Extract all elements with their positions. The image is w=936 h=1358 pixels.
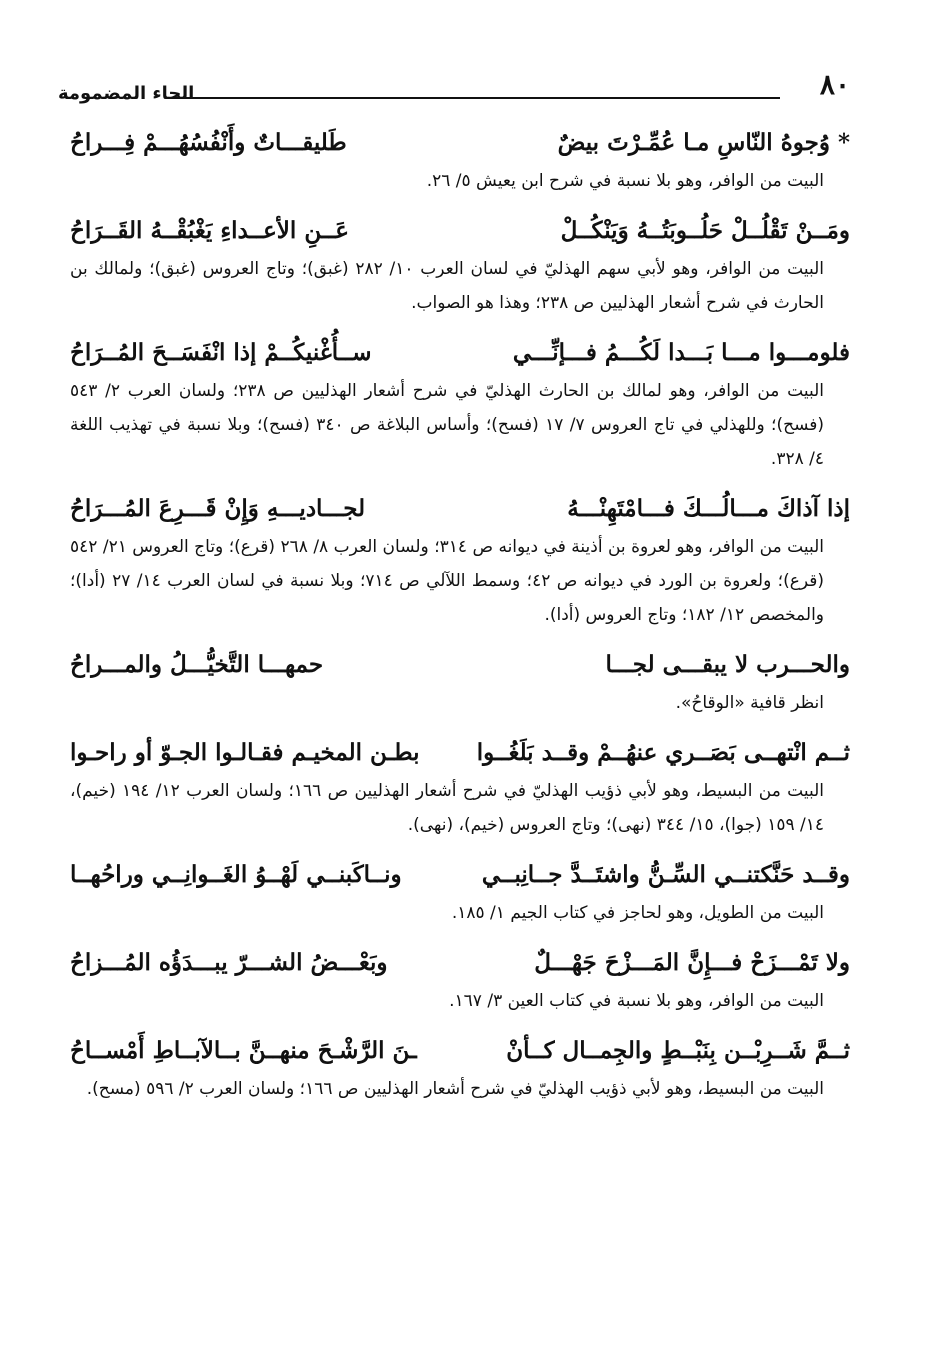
- verse-note: البيت من البسيط، وهو لأبي ذؤيب الهذليّ في شرح أشعار الهذليين ص ١٦٦؛ ولسان العرب ٢/ ٥٩٦ (مسح).: [86, 1079, 824, 1099]
- poem-entry: [70, 210, 850, 320]
- verse-line: [70, 122, 850, 164]
- verse-first-hemistich: إذا آذاكَ مـــالُـــكَ فـــامْتَهِنْـــهُ: [567, 495, 850, 522]
- verse-second-hemistich: حمهـــا التَّخيُّـــلُ والمـــراحُ: [70, 651, 324, 678]
- verse-first-hemistich: ومَــنْ تَقْلُــلْ حَلُــوبَتُــهُ وَيَنْكُــلْ: [560, 217, 850, 244]
- verse-note: البيت من البسيط، وهو لأبي ذؤيب الهذليّ في شرح أشعار الهذليين ص ١٦٦؛ ولسان العرب ١٢/ ١٩٤ (خيم)، ١٤/ ١٥٩ (جوا)، ١٥/ ٣٤٤ (نهى)؛ وتاج العروس (خيم)، (نهى).: [70, 781, 824, 835]
- header-rule: [170, 97, 780, 99]
- poem-entry: [70, 488, 850, 632]
- verse-note: البيت من الوافر، وهو بلا نسبة في شرح ابن يعيش ٥/ ٢٦.: [426, 171, 824, 191]
- verse-first-hemistich: * وُجوهُ النّاسِ مـا عُمِّـرْتَ بيضٌ: [557, 129, 850, 156]
- verse-second-hemistich: ســأُغْنيكُــمْ إذا انْفَسَــحَ المُــرَاحُ: [70, 339, 372, 366]
- page-content: [70, 122, 850, 1118]
- verse-note: البيت من الوافر، وهو لعروة بن أذينة في ديوانه ص ٣١٤؛ ولسان العرب ٨/ ٢٦٨ (قرع)؛ وتاج العروس ٢١/ ٥٤٢ (قرع)؛ ولعروة بن الورد في ديوانه ص ٤٢؛ وسمط اللآلي ص ٧١٤؛ وبلا نسبة في لسان العرب ١٤/ ٢٧ (أدا)؛ والمخصص ١٢/ ١٨٢؛ وتاج العروس (أدا).: [70, 537, 824, 625]
- verse-line: [70, 1030, 850, 1072]
- verse-line: [70, 332, 850, 374]
- verse-line: [70, 942, 850, 984]
- verse-second-hemistich: طَليقـــاتٌ وأَنْفُسُهُـــمْ فِـــراحُ: [70, 129, 347, 156]
- poem-entry: [70, 1030, 850, 1106]
- verse-second-hemistich: لجـــاديـــهِ وَإِنْ قَـــرِعَ المُـــرَاحُ: [70, 495, 366, 522]
- verse-second-hemistich: ونــاكَبنــي لَهْــوُ الغَــوانِــي وراحُهــا: [70, 861, 402, 888]
- verse-line: [70, 732, 850, 774]
- page-header: [58, 68, 850, 108]
- poem-entry: [70, 942, 850, 1018]
- verse-line: [70, 488, 850, 530]
- poem-entry: [70, 122, 850, 198]
- verse-note: انظر قافية «الوقاحُ».: [675, 693, 824, 713]
- poem-entry: [70, 732, 850, 842]
- poem-entry: [70, 644, 850, 720]
- poem-entry: [70, 332, 850, 476]
- verse-line: [70, 210, 850, 252]
- verse-note: البيت من الوافر، وهو بلا نسبة في كتاب العين ٣/ ١٦٧.: [449, 991, 824, 1011]
- verse-second-hemistich: وبَعْـــضُ الشـــرّ يبـــدَؤُه المُـــزاحُ: [70, 949, 388, 976]
- verse-first-hemistich: ثــمَّ شَــرِبْــن بِنَبْــطٍ والجِمــال كــأنْ: [506, 1037, 850, 1064]
- verse-second-hemistich: عَــنِ الأعــداءِ يَغْبُقْــهُ القَــرَاحُ: [70, 217, 350, 244]
- poem-entry: [70, 854, 850, 930]
- verse-note: البيت من الطويل، وهو لحاجز في كتاب الجيم ١/ ١٨٥.: [451, 903, 824, 923]
- verse-first-hemistich: ثــم انْتهــى بَصَــري عنهُــمْ وقــد بَلَغُــوا: [476, 739, 850, 766]
- verse-line: [70, 854, 850, 896]
- verse-first-hemistich: ولا تَمْـــزَحْ فـــإِنَّ المَـــزْحَ جَهْـــلٌ: [534, 949, 850, 976]
- verse-note: البيت من الوافر، وهو لمالك بن الحارث الهذليّ في شرح أشعار الهذليين ص ٢٣٨؛ ولسان العرب ٢/ ٥٤٣ (فسح)؛ وللهذلي في تاج العروس ٧/ ١٧ (فسح)؛ وأساس البلاغة ص ٣٤٠ (فسح)؛ وبلا نسبة في تهذيب اللغة ٤/ ٣٢٨.: [70, 381, 824, 469]
- verse-line: [70, 644, 850, 686]
- page-number: ٨٠: [819, 68, 850, 101]
- verse-second-hemistich: ـنَ الرَّشْـحَ منهــنَّ بــالآبــاطِ أَمْســاحُ: [70, 1037, 417, 1064]
- section-title: الحاء المضمومة: [58, 83, 195, 104]
- verse-first-hemistich: وقــد حَنَّكتنــي السِّـنُّ واشتَــدَّ جــانِبــي: [481, 861, 850, 888]
- verse-second-hemistich: بطـن المخيـم فقـالـوا الجـوّ أو راحـوا: [70, 739, 420, 766]
- verse-first-hemistich: والحـــرب لا يبقـــى لجـــا: [605, 651, 850, 678]
- verse-note: البيت من الوافر، وهو لأبي سهم الهذليّ في لسان العرب ١٠/ ٢٨٢ (غبق)؛ وتاج العروس (غبق)؛ ولمالك بن الحارث في شرح أشعار الهذليين ص ٢٣٨؛ وهذا هو الصواب.: [70, 259, 824, 313]
- verse-first-hemistich: فلومـــوا مـــا بَـــدا لَكُـــمُ فـــإنِّـــي: [512, 339, 850, 366]
